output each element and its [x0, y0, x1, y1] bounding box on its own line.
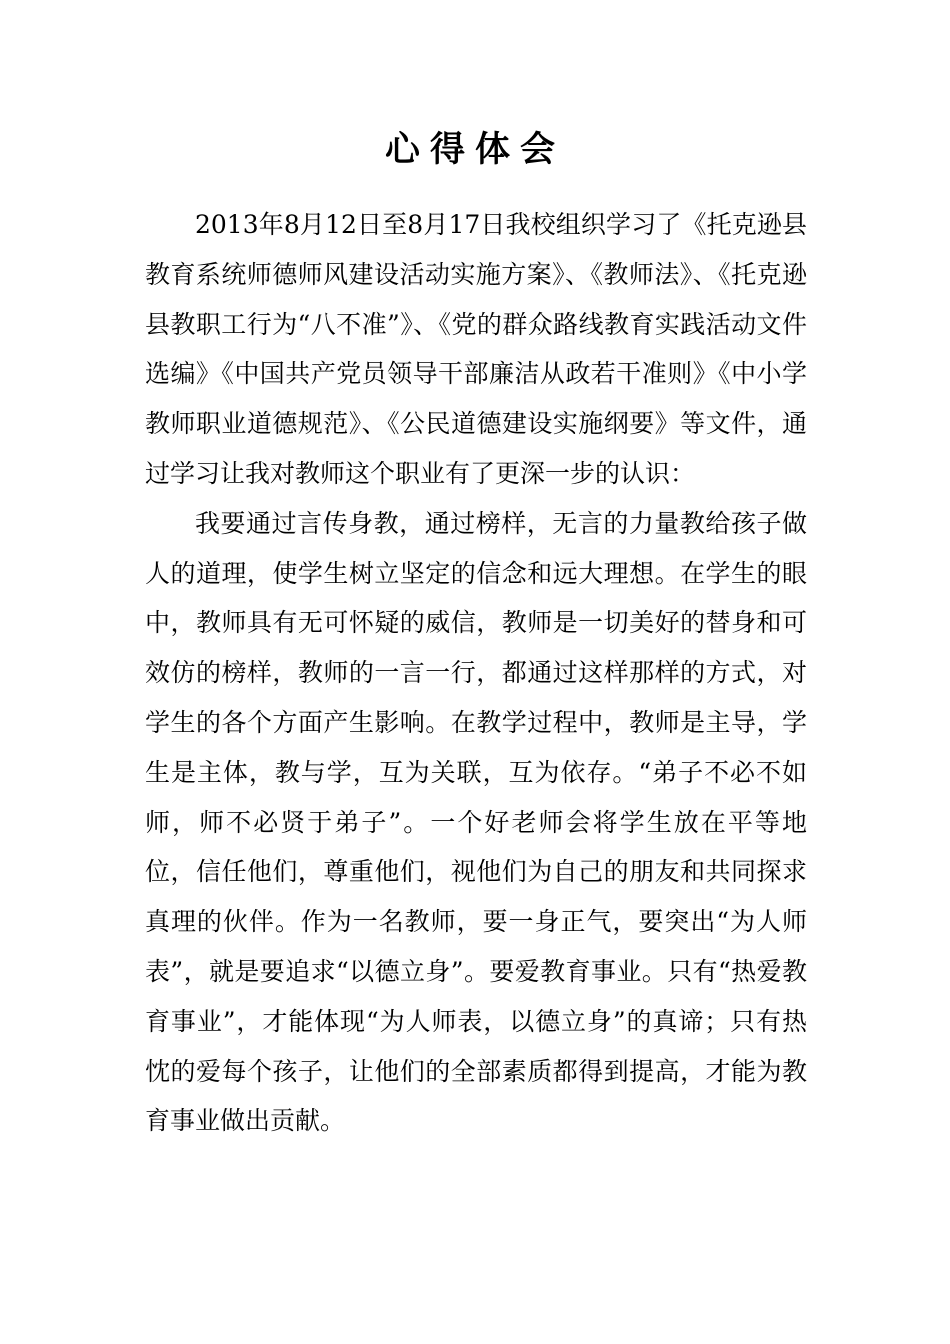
- paragraph-2: 我要通过言传身教，通过榜样，无言的力量教给孩子做人的道理，使学生树立坚定的信念和远大理想。在学生的眼中，教师具有无可怀疑的威信，教师是一切美好的替身和可效仿的榜样，教师的一言一行，都通过这样那样的方式，对学生的各个方面产生影响。在教学过程中，教师是主导，学生是主体，教与学，互为关联，互为依存。“弟子不必不如师，师不必贤于弟子”。一个好老师会将学生放在平等地位，信任他们，尊重他们，视他们为自己的朋友和共同探求真理的伙伴。作为一名教师，要一身正气，要突出“为人师表”，就是要追求“以德立身”。要爱教育事业。只有“热爱教育事业”，才能体现“为人师表，以德立身”的真谛；只有热忱的爱每个孩子，让他们的全部素质都得到提高，才能为教育事业做出贡献。: [145, 508, 807, 1136]
- document-body: [145, 200, 807, 1146]
- paragraph-1: 2013年8月12日至8月17日我校组织学习了《托克逊县教育系统师德师风建设活动实施方案》、《教师法》、《托克逊县教职工行为“八不准”》、《党的群众路线教育实践活动文件选编》《中国共产党员领导干部廉洁从政若干准则》《中小学教师职业道德规范》、《公民道德建设实施纲要》等文件，通过学习让我对教师这个职业有了更深一步的认识：: [145, 210, 807, 488]
- document-title: 心得体会: [384, 130, 565, 170]
